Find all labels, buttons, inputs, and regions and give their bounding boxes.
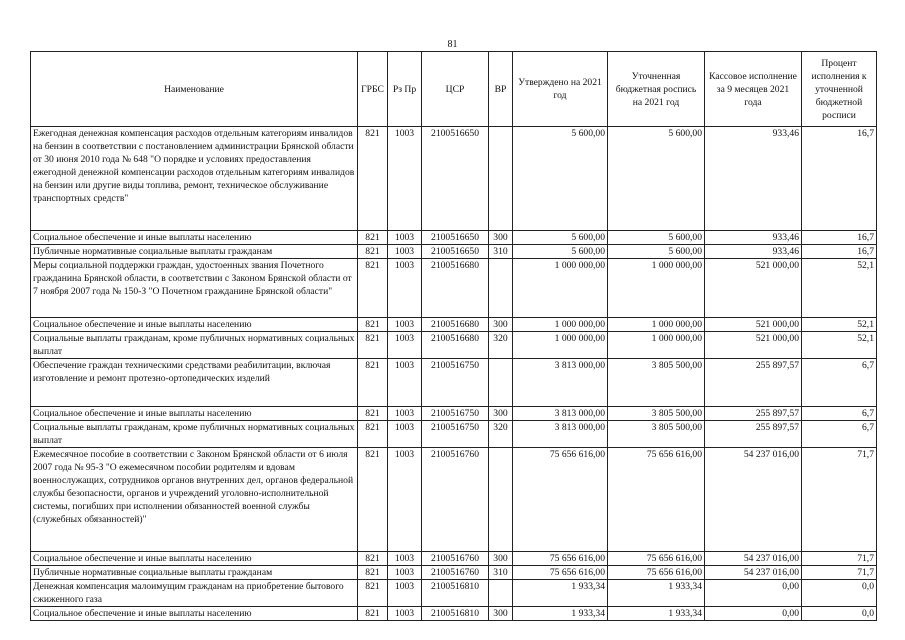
- cell-csr: 2100516650: [422, 127, 489, 231]
- cell-grbs: 821: [358, 552, 388, 566]
- cell-name: Меры социальной поддержки граждан, удостоенных звания Почетного гражданина Брянской области, в соответствии с Законом Брянской области от 7 ноября 2007 года № 150-З "О Почетном гражданине Брянской области": [31, 259, 358, 318]
- cell-approved: 75 656 616,00: [513, 566, 608, 580]
- table-row: [31, 318, 877, 332]
- cell-percent: 71,7: [802, 448, 877, 552]
- table-row: [31, 332, 877, 359]
- cell-approved: 1 933,34: [513, 607, 608, 621]
- cell-percent: 6,7: [802, 359, 877, 407]
- table-row: [31, 580, 877, 607]
- cell-percent: 6,7: [802, 421, 877, 448]
- cell-vr: [489, 448, 513, 552]
- table-row: [31, 245, 877, 259]
- header-percent: Процент исполнения к уточненной бюджетной росписи: [802, 52, 877, 127]
- cell-refined: 1 000 000,00: [608, 318, 705, 332]
- cell-grbs: 821: [358, 359, 388, 407]
- cell-vr: [489, 580, 513, 607]
- cell-grbs: 821: [358, 448, 388, 552]
- cell-name: Ежемесячное пособие в соответствии с Законом Брянской области от 6 июля 2007 года № 95-З "О ежемесячном пособии родителям и вдовам военнослужащих, сотрудников органов внутренних дел, органов федеральной службы безопасности, органов и учреждений уголовно-исполнительной системы, погибших при исполнении обязанностей военной службы (служебных обязанностей)": [31, 448, 358, 552]
- cell-cash: 933,46: [705, 245, 802, 259]
- header-vr: ВР: [489, 52, 513, 127]
- cell-approved: 5 600,00: [513, 231, 608, 245]
- cell-approved: 3 813 000,00: [513, 359, 608, 407]
- cell-percent: 16,7: [802, 245, 877, 259]
- cell-csr: 2100516810: [422, 580, 489, 607]
- cell-vr: 320: [489, 332, 513, 359]
- cell-cash: 933,46: [705, 127, 802, 231]
- table-row: [31, 448, 877, 552]
- cell-csr: 2100516650: [422, 245, 489, 259]
- cell-grbs: 821: [358, 318, 388, 332]
- cell-refined: 75 656 616,00: [608, 552, 705, 566]
- cell-csr: 2100516760: [422, 566, 489, 580]
- cell-name: Обеспечение граждан техническими средствами реабилитации, включая изготовление и ремонт протезно-ортопедических изделий: [31, 359, 358, 407]
- cell-refined: 5 600,00: [608, 127, 705, 231]
- cell-refined: 3 805 500,00: [608, 359, 705, 407]
- cell-approved: 5 600,00: [513, 127, 608, 231]
- cell-rzpr: 1003: [388, 580, 422, 607]
- cell-percent: 52,1: [802, 332, 877, 359]
- table-row: [31, 259, 877, 318]
- cell-refined: 75 656 616,00: [608, 448, 705, 552]
- cell-grbs: 821: [358, 332, 388, 359]
- cell-name: Денежная компенсация малоимущим гражданам на приобретение бытового сжиженного газа: [31, 580, 358, 607]
- cell-csr: 2100516750: [422, 359, 489, 407]
- cell-csr: 2100516650: [422, 231, 489, 245]
- table-row: [31, 421, 877, 448]
- cell-refined: 75 656 616,00: [608, 566, 705, 580]
- header-row: [31, 52, 877, 127]
- cell-name: Социальное обеспечение и иные выплаты населению: [31, 607, 358, 621]
- cell-name: Публичные нормативные социальные выплаты гражданам: [31, 245, 358, 259]
- cell-approved: 75 656 616,00: [513, 552, 608, 566]
- cell-rzpr: 1003: [388, 448, 422, 552]
- cell-csr: 2100516760: [422, 448, 489, 552]
- cell-approved: 3 813 000,00: [513, 421, 608, 448]
- cell-percent: 0,0: [802, 580, 877, 607]
- cell-rzpr: 1003: [388, 359, 422, 407]
- cell-vr: 300: [489, 407, 513, 421]
- cell-approved: 1 933,34: [513, 580, 608, 607]
- cell-name: Социальное обеспечение и иные выплаты населению: [31, 407, 358, 421]
- header-grbs: ГРБС: [358, 52, 388, 127]
- cell-refined: 1 933,34: [608, 607, 705, 621]
- header-rzpr: Рз Пр: [388, 52, 422, 127]
- cell-cash: 54 237 016,00: [705, 448, 802, 552]
- cell-vr: 310: [489, 245, 513, 259]
- cell-percent: 16,7: [802, 127, 877, 231]
- cell-rzpr: 1003: [388, 407, 422, 421]
- cell-vr: 300: [489, 552, 513, 566]
- cell-refined: 1 000 000,00: [608, 259, 705, 318]
- cell-percent: 52,1: [802, 259, 877, 318]
- cell-grbs: 821: [358, 245, 388, 259]
- cell-csr: 2100516760: [422, 552, 489, 566]
- cell-csr: 2100516680: [422, 259, 489, 318]
- cell-refined: 3 805 500,00: [608, 407, 705, 421]
- cell-rzpr: 1003: [388, 566, 422, 580]
- cell-vr: [489, 359, 513, 407]
- cell-approved: 1 000 000,00: [513, 318, 608, 332]
- header-csr: ЦСР: [422, 52, 489, 127]
- budget-table: [30, 51, 877, 621]
- cell-name: Публичные нормативные социальные выплаты гражданам: [31, 566, 358, 580]
- cell-grbs: 821: [358, 231, 388, 245]
- cell-approved: 75 656 616,00: [513, 448, 608, 552]
- cell-vr: 300: [489, 607, 513, 621]
- cell-approved: 1 000 000,00: [513, 332, 608, 359]
- table-row: [31, 231, 877, 245]
- cell-rzpr: 1003: [388, 421, 422, 448]
- cell-grbs: 821: [358, 566, 388, 580]
- cell-rzpr: 1003: [388, 231, 422, 245]
- cell-percent: 16,7: [802, 231, 877, 245]
- cell-cash: 933,46: [705, 231, 802, 245]
- header-refined: Уточненная бюджетная роспись на 2021 год: [608, 52, 705, 127]
- cell-vr: [489, 127, 513, 231]
- cell-cash: 255 897,57: [705, 407, 802, 421]
- cell-name: Социальное обеспечение и иные выплаты населению: [31, 318, 358, 332]
- cell-csr: 2100516680: [422, 332, 489, 359]
- cell-name: Социальные выплаты гражданам, кроме публичных нормативных социальных выплат: [31, 332, 358, 359]
- cell-cash: 521 000,00: [705, 332, 802, 359]
- cell-approved: 3 813 000,00: [513, 407, 608, 421]
- cell-rzpr: 1003: [388, 259, 422, 318]
- cell-percent: 71,7: [802, 566, 877, 580]
- header-approved: Утверждено на 2021 год: [513, 52, 608, 127]
- header-name: Наименование: [31, 52, 358, 127]
- cell-percent: 6,7: [802, 407, 877, 421]
- cell-cash: 255 897,57: [705, 421, 802, 448]
- header-cash: Кассовое исполнение за 9 месяцев 2021 года: [705, 52, 802, 127]
- cell-refined: 1 933,34: [608, 580, 705, 607]
- table-row: [31, 359, 877, 407]
- table-row: [31, 127, 877, 231]
- table-row: [31, 607, 877, 621]
- table-row: [31, 552, 877, 566]
- table-row: [31, 566, 877, 580]
- cell-rzpr: 1003: [388, 332, 422, 359]
- cell-rzpr: 1003: [388, 127, 422, 231]
- table-body: [31, 127, 877, 621]
- cell-rzpr: 1003: [388, 552, 422, 566]
- cell-percent: 0,0: [802, 607, 877, 621]
- cell-name: Социальное обеспечение и иные выплаты населению: [31, 552, 358, 566]
- cell-vr: 300: [489, 231, 513, 245]
- table-row: [31, 407, 877, 421]
- cell-vr: 320: [489, 421, 513, 448]
- cell-cash: 0,00: [705, 580, 802, 607]
- cell-vr: [489, 259, 513, 318]
- cell-percent: 71,7: [802, 552, 877, 566]
- cell-rzpr: 1003: [388, 607, 422, 621]
- cell-name: Социальные выплаты гражданам, кроме публичных нормативных социальных выплат: [31, 421, 358, 448]
- cell-approved: 5 600,00: [513, 245, 608, 259]
- cell-name: Ежегодная денежная компенсация расходов отдельным категориям инвалидов на бензин в соответствии с постановлением администрации Брянской области от 30 июня 2010 года № 648 "О порядке и условиях предоставления ежегодной денежной компенсации расходов отдельным категориям инвалидов на бензин или другие виды топлива, ремонт, техническое обслуживание транспортных средств": [31, 127, 358, 231]
- cell-grbs: 821: [358, 407, 388, 421]
- cell-csr: 2100516750: [422, 421, 489, 448]
- cell-rzpr: 1003: [388, 245, 422, 259]
- cell-cash: 521 000,00: [705, 318, 802, 332]
- cell-grbs: 821: [358, 580, 388, 607]
- cell-grbs: 821: [358, 607, 388, 621]
- cell-refined: 1 000 000,00: [608, 332, 705, 359]
- cell-vr: 310: [489, 566, 513, 580]
- cell-vr: 300: [489, 318, 513, 332]
- cell-csr: 2100516810: [422, 607, 489, 621]
- cell-csr: 2100516750: [422, 407, 489, 421]
- cell-name: Социальное обеспечение и иные выплаты населению: [31, 231, 358, 245]
- cell-refined: 3 805 500,00: [608, 421, 705, 448]
- cell-approved: 1 000 000,00: [513, 259, 608, 318]
- cell-percent: 52,1: [802, 318, 877, 332]
- cell-grbs: 821: [358, 421, 388, 448]
- cell-grbs: 821: [358, 127, 388, 231]
- cell-cash: 54 237 016,00: [705, 552, 802, 566]
- cell-grbs: 821: [358, 259, 388, 318]
- cell-cash: 255 897,57: [705, 359, 802, 407]
- cell-csr: 2100516680: [422, 318, 489, 332]
- cell-cash: 521 000,00: [705, 259, 802, 318]
- cell-cash: 54 237 016,00: [705, 566, 802, 580]
- page-number: 81: [447, 39, 458, 50]
- cell-refined: 5 600,00: [608, 245, 705, 259]
- cell-cash: 0,00: [705, 607, 802, 621]
- cell-rzpr: 1003: [388, 318, 422, 332]
- cell-refined: 5 600,00: [608, 231, 705, 245]
